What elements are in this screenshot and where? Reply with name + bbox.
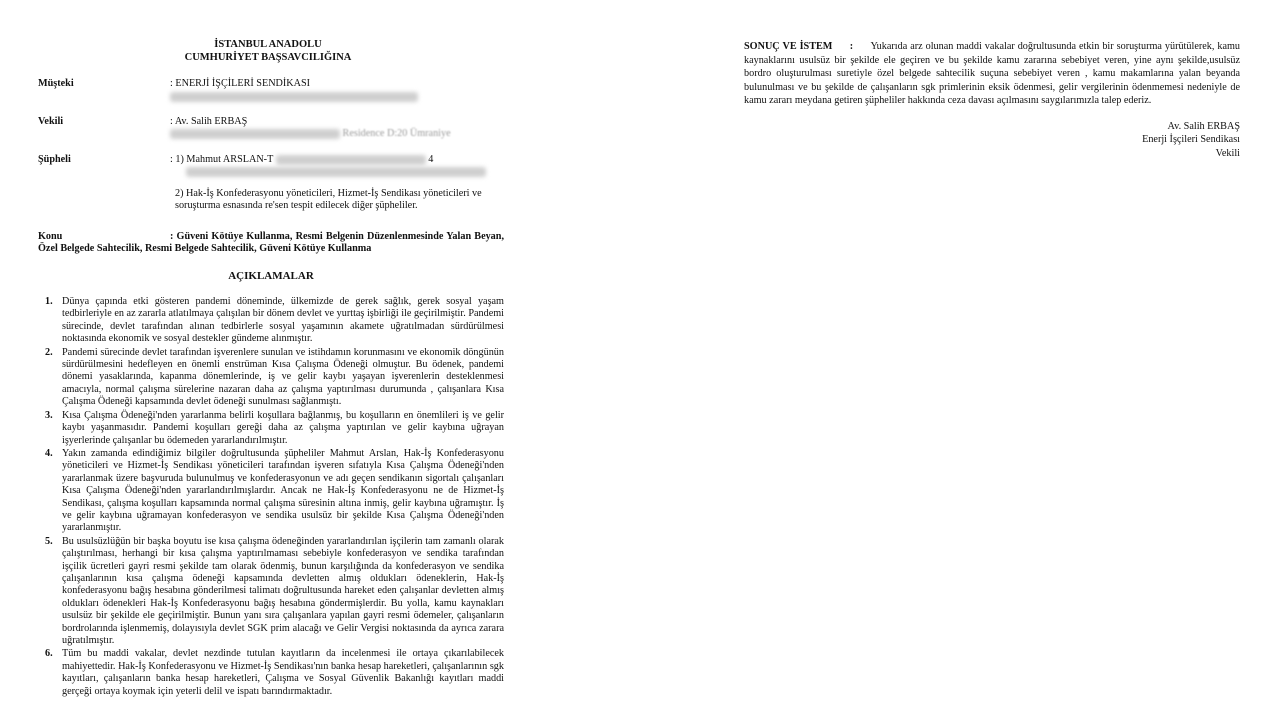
field-musteki [38,78,504,104]
sonuc-text: Yukarıda arz olunan maddi vakalar doğrultusunda etkin bir soruşturma yürütülerek, kamu kaynaklarını usulsüz bir şekilde ele geçiren ve bu şekilde kamu zararına sebebiyet veren, yine aynı şekilde,usulsüz bordro oluşturulması suretiyle özel belgede sahtecilik suçuna sebebiyet veren , kamu makamlarına yalan beyanda bulunulması ve bu şekilde de çalışanların sgk primlerinin eksik ödenmesi, gelir vergilerinin ödenmemesi nedeniyle de kamu zararı meydana getiren şüpheliler hakkında ceza davası açılmasını saygılarımızla talep ederiz. [744,41,1241,107]
sonuc-label: SONUÇ VE İSTEM [744,41,833,52]
heading-line-2: CUMHURİYET BAŞSAVCILIĞINA [184,52,352,63]
signature-block [744,120,1240,161]
list-item [45,447,504,535]
supheli-2: 2) Hak-İş Konfederasyonu yöneticileri, Hizmet-İş Sendikası yöneticileri ve soruşturma esnasında re'sen tespit edilecek diğer şüpheliler. [175,188,482,212]
item-number: 4. [45,447,53,459]
signature-name: Av. Salih ERBAŞ [1167,120,1240,132]
item-number: 2. [45,346,53,358]
sonuc-block [744,40,1240,108]
konu-block [38,231,504,256]
aciklamalar-list [38,296,504,698]
item-text: Tüm bu maddi vakalar, devlet nezdinde tutulan kayıtların da incelenmesi ile ortaya çıkarılabilecek mahiyettedir. Hak-İş Konfederasyonu ve Hizmet-İş Sendikası'nın banka hesap hareketleri, çalışanlarının sgk kayıtları, çalışanların banka hesap hareketleri, Çalışma ve Sosyal Güvenlik Bakanlığı kayıtları maddi gerçeği ortaya koymak için yeterli delil ve ispatı barındırmaktadır. [62,648,504,697]
vekili-address-tail: Residence D:20 Ümraniye [342,128,451,140]
signature-org: Enerji İşçileri Sendikası [1142,134,1240,146]
redacted-address [170,129,340,139]
item-number: 5. [45,535,53,547]
redacted-address [170,92,418,102]
supheli-label: Şüpheli [38,154,71,165]
redacted-address [186,167,486,177]
item-text: Kısa Çalışma Ödeneği'nden yararlanma belirli koşullara bağlanmış, bu koşulların en önemlileri iş ve gelir kaybı yaşanmasıdır. Pandemi koşulları gereği daha az çalışma yaptırılan ve gelir kaybına uğrayan işyerlerinde çalışanlar bu ödemeden yararlandırılmıştır. [62,409,504,446]
item-text: Bu usulsüzlüğün bir başka boyutu ise kısa çalışma ödeneğinden yararlandırılan işçilerin tam zamanlı olarak çalıştırılması, herhangi bir kısa çalışma yaptırılmaması sebebiyle konfederasyon ve sendika tarafından işçilik ücretleri gayri resmi şekilde tam olarak ödenmiş, bunun karşılığında da konfederasyon ve sendika çalışanlarının kısa çalışma ödeneği kapsamında devletten almış oldukları ödeneklerin, Hak-İş konfederasyonu bağış hesabına gönderilmesi talimatı doğrultusunda hareket eden çalışanlar devletten almış oldukları ödenekleri Hak-İş Konfederasyonu bağış hesabına göndermişlerdir. Bu yolla, kamu kaynakları usulsüz bir şekilde ele geçirilmiştir. Bunun yanı sıra çalışanlara yapılan gayri resmi ödemeler, çalışanların bordrolarında işlenmemiş, dolayısıyla devlet SGK prim alacağı ve Gelir Vergisi noktasında da ayrıca zarara uğratılmıştır. [62,535,504,646]
vekili-value: : Av. Salih ERBAŞ [170,116,248,127]
item-number: 6. [45,648,53,660]
item-text: Dünya çapında etki gösteren pandemi döneminde, ülkemizde de gerek sağlık, gerek sosyal yaşam tedbirleriyle en az zararla atlatılmaya çalışılan bir dönem devlet ve yurttaş işbirliği ile geçirilmiştir. Pandemi sürecinde, devlet tarafından alınan tedbirlerle sosyal yaşamının akamete uğratılmadan sürdürülmesi noktasında ekonomik ve sosyal destekler gündeme alınmıştır. [62,296,504,345]
list-item [45,296,504,346]
signature-role: Vekili [1215,147,1240,159]
right-column [744,40,1240,160]
list-item [45,535,504,648]
konu-label: Konu [38,230,63,242]
redacted-id [276,155,426,165]
item-number: 1. [45,296,53,308]
left-column [38,38,504,699]
supheli-value: : 1) Mahmut ARSLAN-T [170,154,274,165]
konu-value: : Güveni Kötüye Kullanma, Resmi Belgenin Düzenlenmesinde Yalan Beyan, Özel Belgede Sahtecilik, Resmi Belgede Sahtecilik, Güveni Kötüye Kullanma [38,230,504,255]
item-text: Pandemi sürecinde devlet tarafından işverenlere sunulan ve istihdamın korunmasını ve ekonomik döngünün sürdürülmesini hedefleyen en önemli enstrüman Kısa Çalışma Ödeneği olmuştur. Bu ödenek, pandemi dönemi yasaklarında, kapanma dönemlerinde, iş ve gelir kaybı yaşayan işverenlerin desteklenmesi amacıyla, normal çalışma sürelerine nazaran daha az çalışma yaptırılması durumunda , çalışanlara Kısa Çalışma Ödeneği kapsamında devlet ödeneği sunulması sağlanmıştı. [62,346,504,408]
field-vekili [38,116,504,142]
heading-line-1: İSTANBUL ANADOLU [214,39,322,50]
item-text: Yakın zamanda edindiğimiz bilgiler doğrultusunda şüpheliler Mahmut Arslan, Hak-İş Konfederasyonu yöneticileri ve Hizmet-İş Sendikası yöneticileri tarafından işveren sıfatıyla Kısa Çalışma Ödeneği'nden yararlanmak üzere başvuruda bulunulmuş ve konfederasyonun ve adı geçen sendikanın sigortalı çalışanları Kısa Çalışma Ödeneği'nden yararlandırılmışlardır. Ancak ne Hak-İş Konfederasyonu ne de Hizmet-İş Sendikası, çalışma koşulları kapsamında normal çalışma süresinin altına inmiş, gelir kaybına uğramıştır. İş ve gelir kaybına uğramayan konfederasyon ve sendika usulsüz bir şekilde Kısa Çalışma Ödeneği'nden yararlanmıştır. [62,447,504,534]
vekili-label: Vekili [38,116,64,127]
musteki-label: Müşteki [38,78,74,89]
item-number: 3. [45,409,53,421]
field-supheli [38,154,504,180]
supheli-value-tail: 4 [428,154,434,165]
list-item [45,409,504,447]
sonuc-colon: : [849,41,854,52]
aciklamalar-title: AÇIKLAMALAR [228,269,314,282]
list-item [45,346,504,409]
musteki-value: : ENERJİ İŞÇİLERİ SENDİKASI [170,78,311,89]
document-heading [118,38,418,64]
list-item [45,648,504,698]
